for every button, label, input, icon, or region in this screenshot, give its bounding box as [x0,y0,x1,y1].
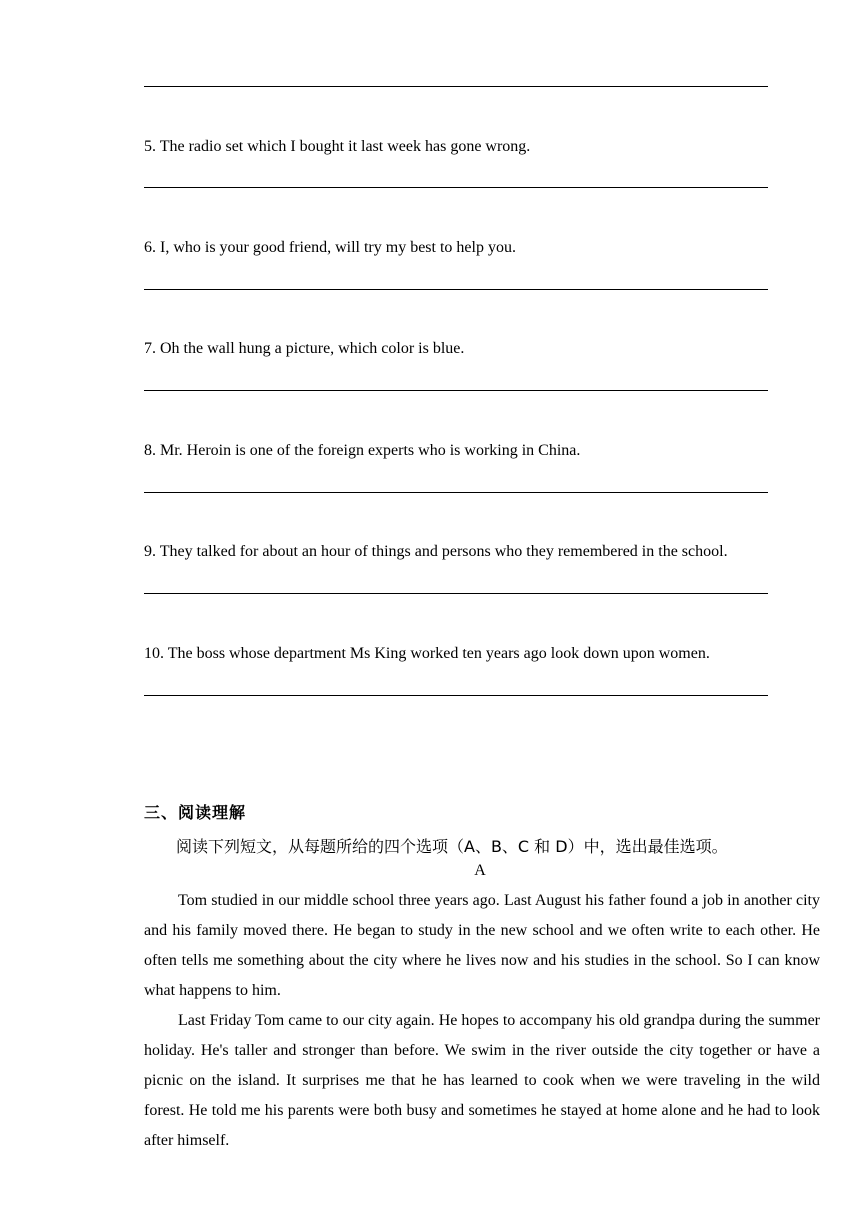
question-6 [144,238,516,258]
question-8 [144,441,580,461]
question-text: They talked for about an hour of things and persons who they remembered in the school. [159,543,728,560]
question-5 [144,137,530,157]
question-10 [144,644,710,664]
question-text: The boss whose department Ms King worked ten years ago look down upon women. [167,645,710,662]
question-number: 6. [144,239,156,256]
question-number: 8. [144,442,156,459]
answer-line-4[interactable] [144,86,768,87]
question-number: 7. [144,340,156,357]
question-7 [144,339,464,359]
answer-line-10[interactable] [144,695,768,696]
question-text: Mr. Heroin is one of the foreign experts who is working in China. [160,442,581,459]
section-instruction: 阅读下列短文，从每题所给的四个选项（A、B、C 和 D）中，选出最佳选项。 [176,837,728,856]
passage-label: A [474,862,486,879]
passage-paragraph-2: Last Friday Tom came to our city again. He hopes to accompany his old grandpa during the summer holiday. He's taller and stronger than before. We swim in the river outside the city together or have a picnic on the island. It surprises me that he has learned to cook when we were traveling in the wild forest. He told me his parents were both busy and sometimes he stayed at home alone and he had to look after himself. [144,1012,820,1149]
answer-line-8[interactable] [144,492,768,493]
answer-line-6[interactable] [144,289,768,290]
section-title: 三、阅读理解 [144,803,247,822]
question-text: Oh the wall hung a picture, which color is blue. [160,340,465,357]
question-number: 5. [144,138,156,155]
answer-line-9[interactable] [144,593,768,594]
question-number: 9. [144,543,156,560]
passage-paragraph-1: Tom studied in our middle school three years ago. Last August his father found a job in another city and his family moved there. He began to study in the new school and we often write to each other. He often tells me something about the city where he lives now and his studies in the school. So I can know what happens to him. [144,892,820,999]
answer-line-5[interactable] [144,187,768,188]
question-number: 10. [144,645,164,662]
question-text: The radio set which I bought it last week has gone wrong. [159,138,531,155]
question-9 [144,542,728,562]
question-text: I, who is your good friend, will try my best to help you. [160,239,516,256]
answer-line-7[interactable] [144,390,768,391]
